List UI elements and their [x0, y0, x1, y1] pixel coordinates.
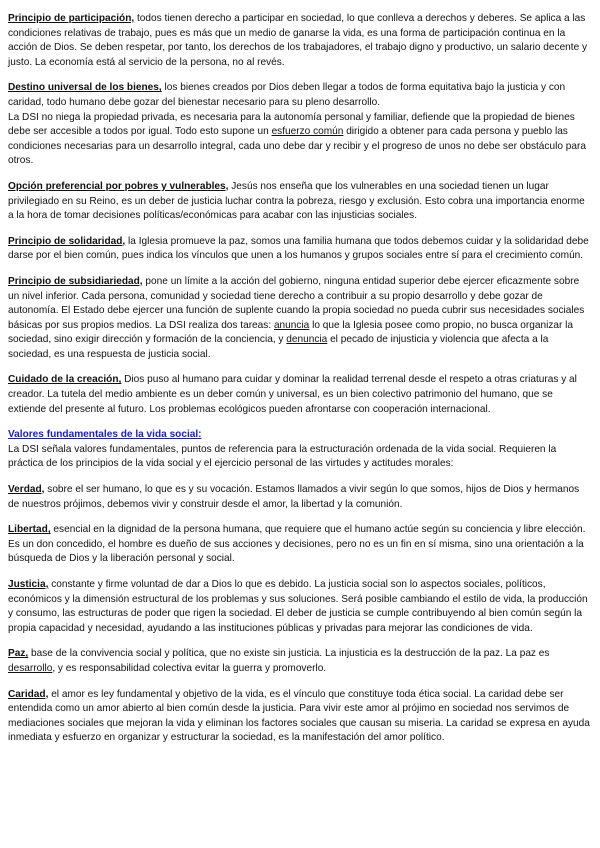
underlined-term: esfuerzo común [271, 126, 344, 138]
heading-destino-universal: Destino universal de los bienes, [8, 82, 162, 94]
paragraph-justicia: Justicia, constante y firme voluntad de dar a Dios lo que es debido. La justicia social son lo aspectos sociales, políticos, económicos y la dimensión estructural de los problemas y sus soluciones. Será posible cambiando el estilo de vida, la producción y consumo, las estructuras de poder que rigen la sociedad. El deber de justicia se cumple contribuyendo al bien común según la propia capacidad y necesidad, ayudando a las instituciones públicas y privadas para mejorar las condiciones de vida. [8, 579, 588, 634]
document-page [8, 12, 592, 746]
paragraph-solidaridad: Principio de solidaridad, la Iglesia promueve la paz, somos una familia humana que todos debemos cuidar y la solidaridad debe darse por el bien común, pues indica los vínculos que unen a los humanos y grupos sociales entre sí para el crecimiento común. [8, 235, 589, 262]
section-heading-valores: Valores fundamentales de la vida social: [8, 429, 202, 441]
paragraph-cuidado-creacion: Cuidado de la creación, Dios puso al humano para cuidar y dominar la realidad terrenal desde el respeto a otras criaturas y al creador. La tutela del medio ambiente es un deber común y universal, es un bien colectivo patrimonio del humano, que se extiende del presente al futuro. Los problemas ecológicos pueden afrontarse con cooperación internacional. [8, 374, 577, 415]
underlined-term: anuncia [273, 319, 310, 331]
paragraph-verdad: Verdad, sobre el ser humano, lo que es y su vocación. Estamos llamados a vivir según lo que somos, hijos de Dios y hermanos de nuestros prójimos, debemos vivir y construir desde el amor, la libertad y la comunión. [8, 484, 580, 510]
heading-verdad: Verdad, [8, 484, 45, 496]
heading-libertad: Libertad, [8, 524, 51, 536]
paragraph-destino-universal-2: La DSI no niega la propiedad privada, es necesaria para la autonomía personal y familiar, defiende que la propiedad de bienes debe ser accesible a todos por igual. Todo esto supone un esfuerzo común dirigido a obtener para cada persona y pueblo las condiciones necesarias para un desarrollo integral, cada uno debe dar y recibir y el progreso de unos no debe ser obstáculo para otros. [8, 111, 586, 167]
paragraph-opcion-preferencial: Opción preferencial por pobres y vulnerables, Jesús nos enseña que los vulnerables en una sociedad tienen un lugar privilegiado en su Reino, es un deber de justicia luchar contra la pobreza, riesgo y exclusión. Esto cobra una importancia enorme a la hora de tomar decisiones políticas/económicas para acabar con las injusticias sociales. [8, 180, 585, 222]
paragraph-subsidiariedad: Principio de subsidiariedad, pone un límite a la acción del gobierno, ninguna entidad superior debe ejercer eficazmente sobre un nivel inferior. Cada persona, comunidad y sociedad tiene derecho a contribuir a su propio desarrollo y debe gozar de autonomía. El Estado debe ejercer una función de suplente cuando la propia sociedad no pueda cubrir sus necesidades sociales básicas por sus propios medios. La DSI realiza dos tareas: anuncia lo que la Iglesia posee como propio, no busca organizar la sociedad, sino exigir dirección y formación de la conciencia, y denuncia el pecado de injusticia y violencia que afecta a la sociedad, es una respuesta de justicia social. [8, 275, 585, 360]
paragraph-valores-intro: La DSI señala valores fundamentales, puntos de referencia para la estructuración ordenada de la vida social. Requieren la práctica de los principios de la vida social y el ejercicio personal de las virtudes y actitudes morales: [8, 443, 557, 470]
heading-subsidiariedad: Principio de subsidiariedad, [8, 275, 143, 287]
heading-caridad: Caridad, [8, 688, 49, 700]
underlined-term: denuncia [286, 334, 328, 346]
heading-paz: Paz, [8, 648, 29, 660]
paragraph-caridad: Caridad, el amor es ley fundamental y objetivo de la vida, es el vínculo que constituye toda ética social. La caridad debe ser entendida como un amor abierto al bien común desde la justicia. Para vivir este amor al prójimo en sociedad nos servimos de mediaciones sociales que mejoran la vida y eliminan los factores sociales que causan su miseria. La caridad se expresa en ayuda inmediata y esfuerzo en organizar y estructurar la sociedad, es la manifestación del amor político. [8, 688, 590, 744]
underlined-term: desarrollo [8, 662, 53, 674]
heading-participacion: Principio de participación, [8, 13, 135, 24]
paragraph-participacion: Principio de participación, todos tienen derecho a participar en sociedad, lo que conlleva a derechos y deberes. Se aplica a las condiciones relativas de trabajo, pues es más que un medio de ganarse la vida, es una forma de participación continua en la acción de Dios. Se deben respetar, por tanto, los derechos de los trabajadores, el trabajo digno y productivo, un salario decente y justo. La economía está al servicio de la persona, no al revés. [8, 13, 588, 68]
heading-cuidado-creacion: Cuidado de la creación, [8, 374, 122, 386]
paragraph-paz: Paz, base de la convivencia social y política, que no existe sin justicia. La injusticia es la destrucción de la paz. La paz es desarrollo, y es responsabilidad colectiva evitar la guerra y promoverlo. [8, 648, 550, 674]
paragraph-destino-universal: Destino universal de los bienes, los bienes creados por Dios deben llegar a todos de forma equitativa bajo la justicia y con caridad, todo humano debe gozar del bienestar necesario para su pleno desarrollo. [8, 82, 566, 108]
heading-solidaridad: Principio de solidaridad, [8, 235, 126, 247]
paragraph-libertad: Libertad, esencial en la dignidad de la persona humana, que requiere que el humano actúe según su conciencia y libre elección. Es un don concedido, el hombre es dueño de sus acciones y decisiones, pero no es un fin en sí misma, sino una orientación a la búsqueda de Dios y la liberación personal y social. [8, 524, 586, 565]
heading-justicia: Justicia, [8, 579, 49, 590]
heading-opcion-preferencial: Opción preferencial por pobres y vulnerables, [8, 180, 229, 192]
